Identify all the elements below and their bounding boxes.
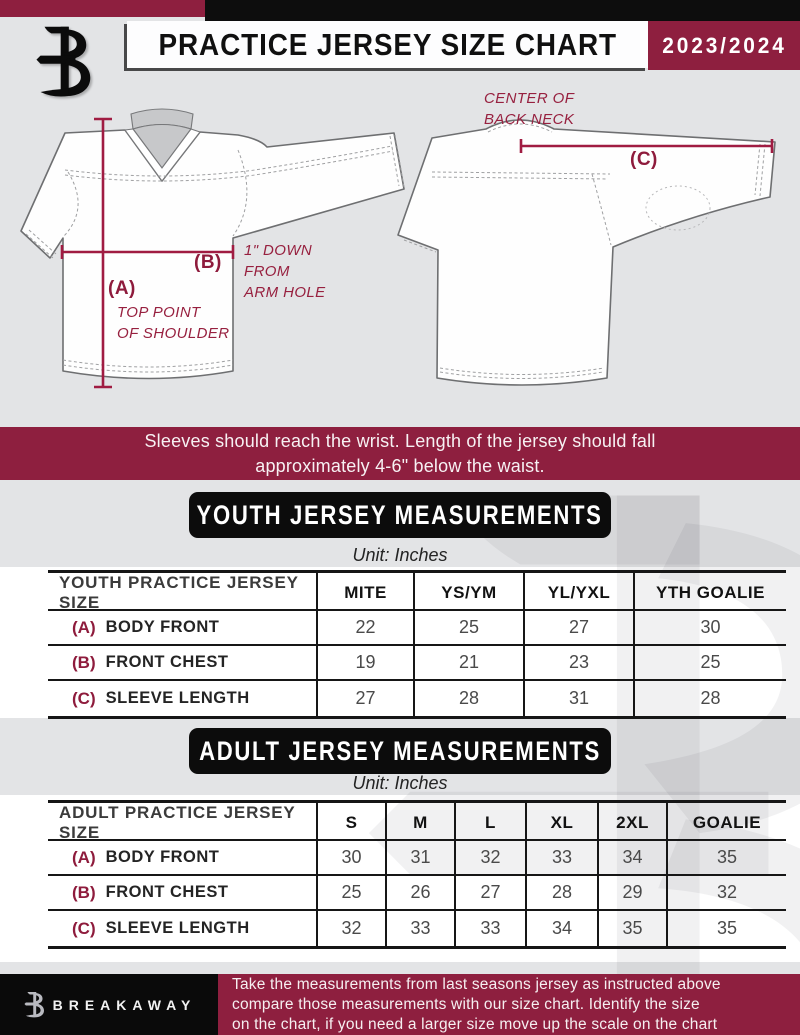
adult-col-2xl: 2XL (597, 803, 666, 843)
measure-b-key: (B) (194, 252, 222, 273)
adult-size-table (48, 800, 786, 949)
fit-instruction-banner: Sleeves should reach the wrist. Length of the jersey should fall approximately 4-6" below the waist. (0, 427, 800, 480)
footer-instructions: Take the measurements from last seasons jersey as instructed above compare those measurements with our size chart. Identify the size on the chart, if you need a larger size move up the scale on the chart (218, 974, 800, 1035)
breakaway-logo-small-icon (22, 991, 44, 1018)
measure-c-key: (C) (630, 149, 658, 170)
row-label: SLEEVE LENGTH (105, 919, 250, 937)
cell-value: 35 (666, 841, 786, 874)
youth-col-ylyxl: YL/YXL (523, 573, 633, 613)
adult-section-title: ADULT JERSEY MEASUREMENTS (199, 735, 601, 766)
row-key: (C) (72, 918, 96, 938)
measure-c-note: CENTER OF BACK NECK (484, 90, 575, 128)
youth-section-banner (189, 492, 611, 538)
adult-section-banner (189, 728, 611, 774)
row-key: (A) (72, 847, 96, 867)
row-label: BODY FRONT (105, 848, 220, 866)
adult-table-header-row (48, 803, 786, 841)
adult-col-xl: XL (525, 803, 597, 843)
row-key: (A) (72, 617, 96, 637)
measure-b-note: 1" DOWN FROM ARM HOLE (244, 242, 326, 301)
cell-value: 25 (316, 876, 385, 909)
table-row (48, 681, 786, 716)
brand-name: BREAKAWAY (52, 996, 197, 1013)
measure-a-note: TOP POINT OF SHOULDER (117, 304, 230, 342)
cell-value: 19 (316, 646, 413, 679)
cell-value: 21 (413, 646, 523, 679)
youth-col-ysym: YS/YM (413, 573, 523, 613)
cell-value: 31 (523, 681, 633, 716)
row-key: (C) (72, 688, 96, 708)
adult-col-m: M (385, 803, 454, 843)
row-label: FRONT CHEST (105, 883, 229, 901)
youth-col-goalie: YTH GOALIE (633, 573, 786, 613)
cell-value: 29 (597, 876, 666, 909)
cell-value: 27 (454, 876, 525, 909)
cell-value: 27 (523, 611, 633, 644)
cell-value: 35 (666, 911, 786, 946)
cell-value: 34 (597, 841, 666, 874)
table-row (48, 646, 786, 681)
youth-section-title: YOUTH JERSEY MEASUREMENTS (197, 499, 603, 530)
cell-value: 32 (454, 841, 525, 874)
adult-col-goalie: GOALIE (666, 803, 786, 843)
cell-value: 33 (385, 911, 454, 946)
row-key: (B) (72, 652, 96, 672)
table-row (48, 876, 786, 911)
cell-value: 30 (316, 841, 385, 874)
cell-value: 27 (316, 681, 413, 716)
row-label: FRONT CHEST (105, 653, 229, 671)
jersey-diagrams (0, 0, 800, 430)
adult-size-header: ADULT PRACTICE JERSEY SIZE (59, 803, 296, 842)
cell-value: 35 (597, 911, 666, 946)
cell-value: 22 (316, 611, 413, 644)
youth-table-header-row (48, 573, 786, 611)
measure-a-key: (A) (108, 278, 136, 299)
cell-value: 25 (633, 646, 786, 679)
youth-unit-label: Unit: Inches (352, 545, 448, 565)
cell-value: 23 (523, 646, 633, 679)
cell-value: 34 (525, 911, 597, 946)
table-row (48, 841, 786, 876)
cell-value: 32 (666, 876, 786, 909)
cell-value: 25 (413, 611, 523, 644)
row-label: SLEEVE LENGTH (105, 689, 250, 707)
cell-value: 31 (385, 841, 454, 874)
cell-value: 28 (633, 681, 786, 716)
row-key: (B) (72, 882, 96, 902)
table-row (48, 611, 786, 646)
youth-col-mite: MITE (316, 573, 413, 613)
cell-value: 30 (633, 611, 786, 644)
table-row (48, 911, 786, 946)
cell-value: 33 (454, 911, 525, 946)
row-label: BODY FRONT (105, 618, 220, 636)
youth-size-header: YOUTH PRACTICE JERSEY SIZE (59, 573, 299, 612)
cell-value: 28 (525, 876, 597, 909)
page-title: PRACTICE JERSEY SIZE CHART (158, 26, 617, 62)
youth-size-table (48, 570, 786, 719)
adult-col-s: S (316, 803, 385, 843)
cell-value: 32 (316, 911, 385, 946)
footer-brand-block (0, 974, 218, 1035)
adult-unit-label: Unit: Inches (352, 773, 448, 793)
season-label: 2023/2024 (661, 32, 787, 58)
cell-value: 28 (413, 681, 523, 716)
adult-col-l: L (454, 803, 525, 843)
cell-value: 33 (525, 841, 597, 874)
cell-value: 26 (385, 876, 454, 909)
